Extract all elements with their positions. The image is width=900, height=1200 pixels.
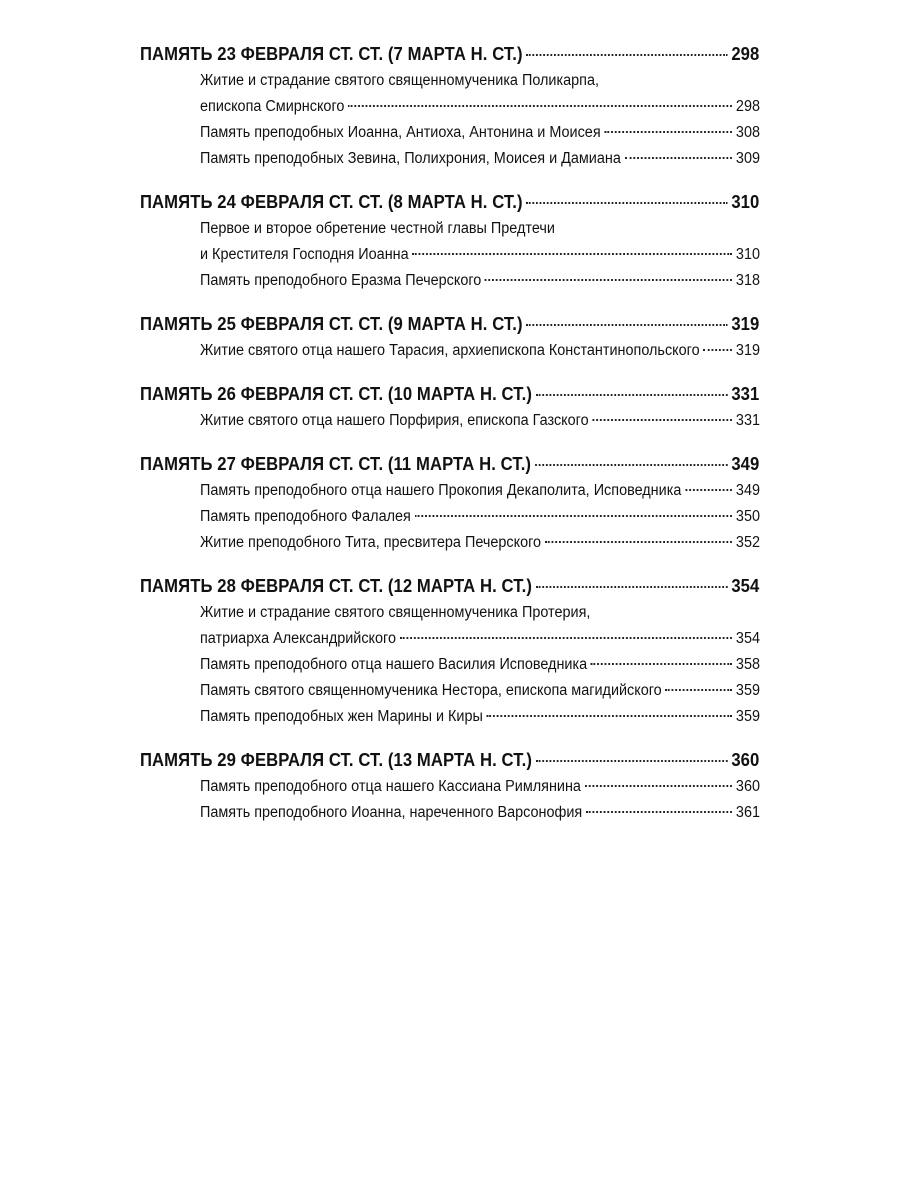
entry-title-line1: Первое и второе обретение честной главы Предтечи <box>200 220 555 237</box>
dot-leader <box>412 253 732 255</box>
toc-entry <box>200 146 760 172</box>
section-page-number: 331 <box>731 383 760 404</box>
entry-title: Память преподобного отца нашего Прокопия Декаполита, Исповедника <box>200 482 682 499</box>
section-heading: ПАМЯТЬ 23 ФЕВРАЛЯ СТ. СТ. (7 МАРТА Н. СТ.) <box>140 43 523 64</box>
dot-leader <box>604 131 732 133</box>
entry-page-number: 350 <box>735 508 760 525</box>
entry-page-number: 361 <box>735 804 760 821</box>
toc-section <box>140 40 760 172</box>
entry-title-line1: Житие и страдание святого священномученика Протерия, <box>200 604 591 621</box>
entry-page-number: 352 <box>735 534 760 551</box>
toc-entry <box>200 120 760 146</box>
section-page-number: 319 <box>731 313 760 334</box>
entry-page-number: 349 <box>735 482 760 499</box>
entry-page-number: 331 <box>735 412 760 429</box>
toc-entry <box>200 68 760 120</box>
toc-entry <box>200 216 760 268</box>
dot-leader <box>485 279 732 281</box>
toc-entry <box>200 268 760 294</box>
section-heading: ПАМЯТЬ 27 ФЕВРАЛЯ СТ. СТ. (11 МАРТА Н. СТ.) <box>140 453 532 474</box>
dot-leader <box>526 54 727 56</box>
section-heading: ПАМЯТЬ 24 ФЕВРАЛЯ СТ. СТ. (8 МАРТА Н. СТ.) <box>140 191 523 212</box>
entry-title: Память преподобного отца нашего Василия Исповедника <box>200 656 588 673</box>
entry-page-number: 359 <box>735 682 760 699</box>
section-heading-row <box>140 380 759 408</box>
dot-leader <box>400 637 732 639</box>
dot-leader <box>586 811 732 813</box>
dot-leader <box>348 105 732 107</box>
entry-title: Память преподобных Зевина, Полихрония, Моисея и Дамиана <box>200 150 621 167</box>
toc-section <box>140 746 760 826</box>
dot-leader <box>625 157 733 159</box>
section-heading: ПАМЯТЬ 26 ФЕВРАЛЯ СТ. СТ. (10 МАРТА Н. СТ.) <box>140 383 532 404</box>
entry-title: Память преподобного Иоанна, нареченного Варсонофия <box>200 804 583 821</box>
toc-section <box>140 380 760 434</box>
section-heading: ПАМЯТЬ 29 ФЕВРАЛЯ СТ. СТ. (13 МАРТА Н. СТ.) <box>140 749 532 770</box>
toc-section <box>140 572 760 730</box>
dot-leader <box>685 489 732 491</box>
entry-page-number: 309 <box>735 150 760 167</box>
toc-entry <box>200 504 760 530</box>
section-page-number: 354 <box>731 575 760 596</box>
dot-leader <box>526 202 727 204</box>
entry-title: Память преподобного отца нашего Кассиана Римлянина <box>200 778 581 795</box>
dot-leader <box>585 785 733 787</box>
dot-leader <box>536 394 728 396</box>
entry-title: Житие святого отца нашего Порфирия, епископа Газского <box>200 412 589 429</box>
entry-title: Память преподобного Еразма Печерского <box>200 272 482 289</box>
toc-section <box>140 188 760 294</box>
section-heading-row <box>140 310 759 338</box>
toc-entry <box>200 774 760 800</box>
section-page-number: 298 <box>731 43 760 64</box>
entry-title: Память святого священномученика Нестора, епископа магидийского <box>200 682 662 699</box>
section-page-number: 360 <box>731 749 760 770</box>
dot-leader <box>665 689 732 691</box>
table-of-contents <box>140 40 760 842</box>
section-heading-row <box>140 572 759 600</box>
entry-page-number: 318 <box>735 272 760 289</box>
entry-page-number: 360 <box>735 778 760 795</box>
dot-leader <box>592 419 732 421</box>
entry-page-number: 354 <box>735 630 760 647</box>
toc-entry <box>200 600 760 652</box>
entry-title: Память преподобных Иоанна, Антиоха, Антонина и Моисея <box>200 124 601 141</box>
entry-page-number: 310 <box>735 246 760 263</box>
dot-leader <box>545 541 732 543</box>
dot-leader <box>487 715 733 717</box>
entry-page-number: 308 <box>735 124 760 141</box>
toc-entry <box>200 408 760 434</box>
toc-entry <box>200 704 760 730</box>
entry-page-number: 358 <box>735 656 760 673</box>
entry-page-number: 319 <box>735 342 760 359</box>
section-heading: ПАМЯТЬ 28 ФЕВРАЛЯ СТ. СТ. (12 МАРТА Н. СТ.) <box>140 575 532 596</box>
section-page-number: 349 <box>731 453 760 474</box>
dot-leader <box>535 464 728 466</box>
section-heading-row <box>140 40 759 68</box>
section-heading-row <box>140 746 759 774</box>
entry-page-number: 298 <box>735 98 760 115</box>
entry-title-line2: и Крестителя Господня Иоанна <box>200 246 409 263</box>
toc-entry <box>200 530 760 556</box>
toc-section <box>140 450 760 556</box>
dot-leader <box>536 760 728 762</box>
dot-leader <box>415 515 733 517</box>
toc-entry <box>200 652 760 678</box>
toc-entry <box>200 338 760 364</box>
entry-title-line2: патриарха Александрийского <box>200 630 396 647</box>
toc-entry <box>200 678 760 704</box>
section-heading-row <box>140 450 759 478</box>
entry-title: Память преподобного Фалалея <box>200 508 411 525</box>
dot-leader <box>526 324 727 326</box>
dot-leader <box>703 349 732 351</box>
entry-title-line1: Житие и страдание святого священномученика Поликарпа, <box>200 72 599 89</box>
entry-title: Житие святого отца нашего Тарасия, архиепископа Константинопольского <box>200 342 700 359</box>
section-page-number: 310 <box>731 191 760 212</box>
entry-title-line2: епископа Смирнского <box>200 98 345 115</box>
toc-entry <box>200 800 760 826</box>
toc-entry <box>200 478 760 504</box>
dot-leader <box>536 586 728 588</box>
entry-page-number: 359 <box>735 708 760 725</box>
section-heading: ПАМЯТЬ 25 ФЕВРАЛЯ СТ. СТ. (9 МАРТА Н. СТ.) <box>140 313 523 334</box>
entry-title: Житие преподобного Тита, пресвитера Печерского <box>200 534 542 551</box>
dot-leader <box>591 663 732 665</box>
section-heading-row <box>140 188 759 216</box>
entry-title: Память преподобных жен Марины и Киры <box>200 708 483 725</box>
toc-section <box>140 310 760 364</box>
